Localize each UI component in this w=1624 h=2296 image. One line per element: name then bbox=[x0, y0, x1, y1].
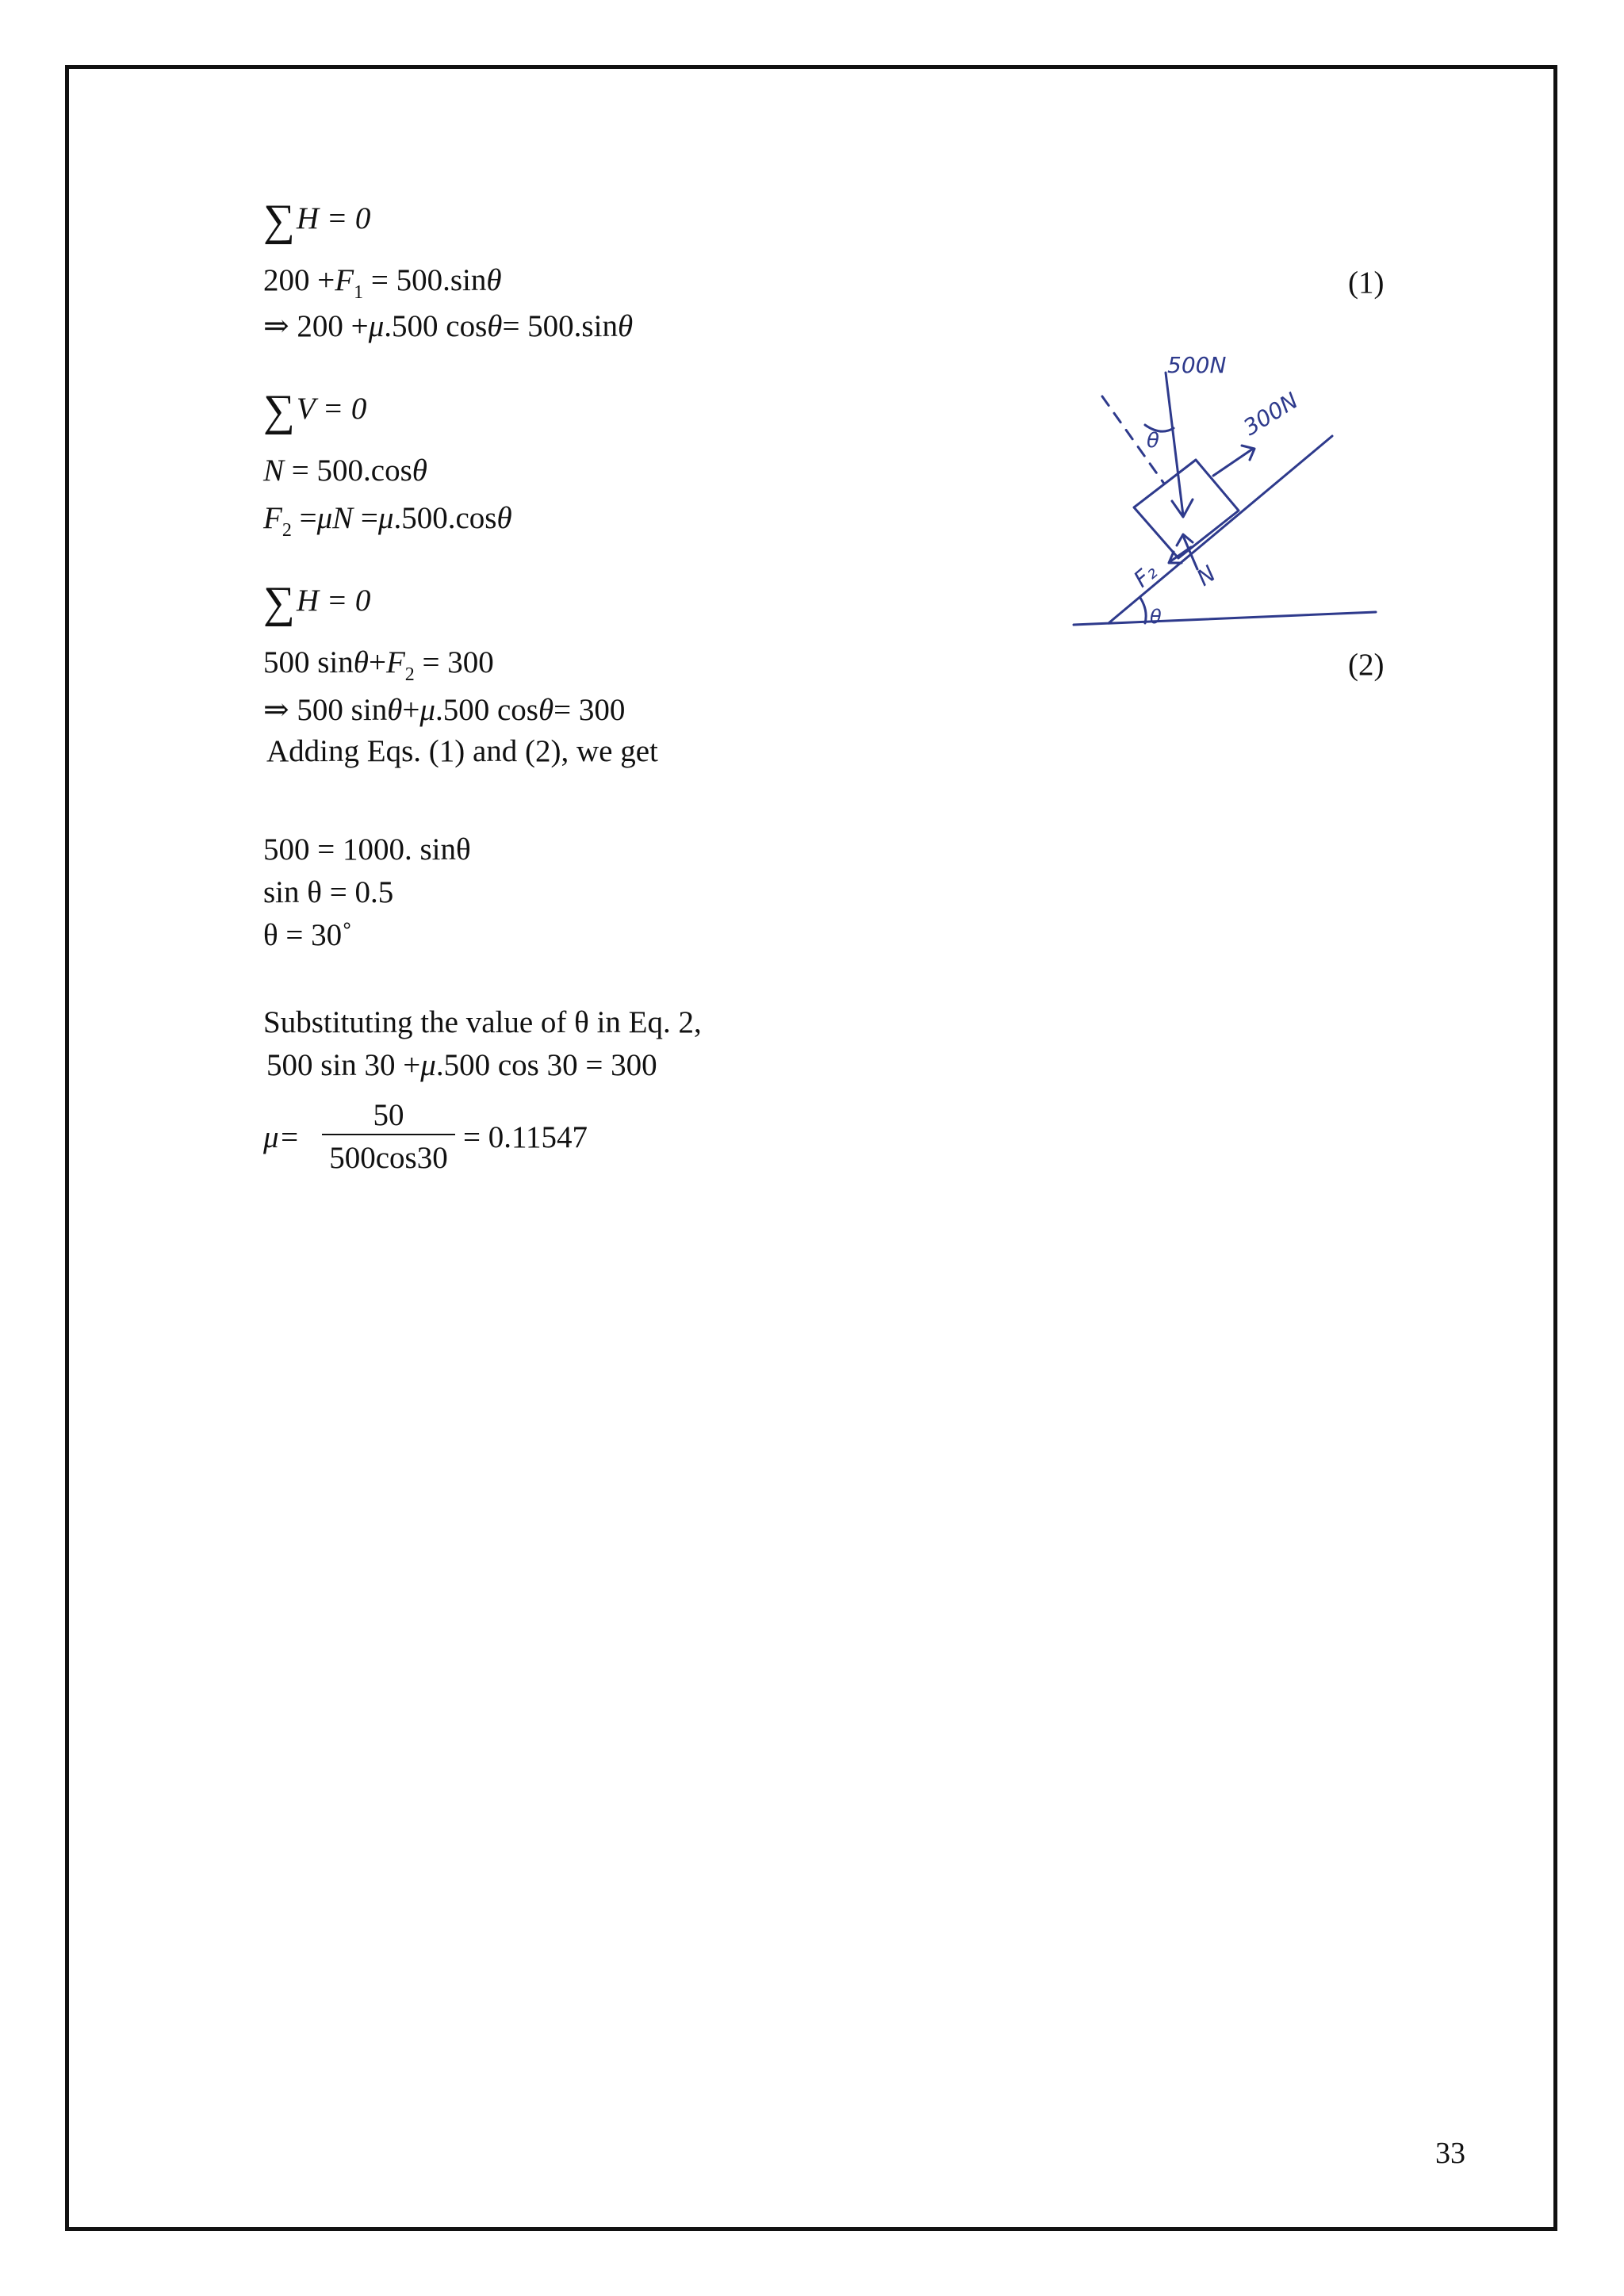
equation-line: sin θ = 0.5 bbox=[263, 875, 394, 909]
fraction-denominator: 500cos30 bbox=[329, 1141, 448, 1175]
sum-vertical-forces: ∑V = 0 bbox=[263, 386, 367, 435]
equation-number-2: (2) bbox=[1348, 648, 1385, 682]
equation-number-1: (1) bbox=[1348, 266, 1385, 300]
equation-line: ⇒ 200 +μ.500 cosθ= 500.sinθ bbox=[263, 309, 634, 343]
equation-line: $F_2 =\mu N =\mu.500.\cos\theta$ bbox=[263, 501, 512, 541]
theta-result: θ = 30˚ bbox=[263, 918, 353, 952]
equation-line: N = 500.cosθ bbox=[263, 453, 427, 488]
fraction-bar bbox=[322, 1134, 455, 1135]
sigma-symbol: ∑ bbox=[263, 578, 295, 627]
weight-arrow bbox=[1166, 373, 1183, 515]
incline-line bbox=[1109, 436, 1332, 623]
sum-horizontal-forces-2: ∑H = 0 bbox=[263, 578, 371, 627]
friction-label: F₂ bbox=[1128, 558, 1162, 593]
substitution-text: Substituting the value of θ in Eq. 2, bbox=[263, 1005, 702, 1039]
push-arrow bbox=[1213, 449, 1253, 476]
top-angle-label: θ bbox=[1147, 429, 1159, 453]
equation-line: ⇒ 500 sinθ+μ.500 cosθ= 300 bbox=[263, 693, 626, 727]
equation-line: 500 sin 30 +μ.500 cos 30 = 300 bbox=[266, 1048, 657, 1082]
adding-equations-text: Adding Eqs. (1) and (2), we get bbox=[266, 734, 658, 768]
mu-fraction: μ= 50 500cos30 = 0.11547 bbox=[263, 1098, 588, 1175]
sigma-symbol: ∑ bbox=[263, 386, 295, 435]
equation-line: $200 +F_1 = 500.\sin\theta$ bbox=[263, 263, 502, 303]
base-angle-arc bbox=[1140, 598, 1146, 623]
page-number: 33 bbox=[1435, 2137, 1465, 2170]
sigma-symbol: ∑ bbox=[263, 196, 295, 245]
mu-result: = 0.11547 bbox=[463, 1120, 588, 1154]
base-angle-label: θ bbox=[1150, 606, 1162, 628]
equation-line: 500 $\sin\theta+F_2 = 300$ bbox=[263, 645, 494, 685]
fraction-numerator: 50 bbox=[373, 1098, 404, 1132]
equation-line: 500 = 1000. sinθ bbox=[263, 832, 471, 867]
free-body-diagram bbox=[1063, 349, 1396, 634]
sum-horizontal-forces-1: ∑H = 0 bbox=[263, 196, 371, 245]
push-label: 300N bbox=[1239, 387, 1303, 441]
weight-label: 500N bbox=[1167, 352, 1227, 378]
normal-label: N bbox=[1192, 560, 1221, 591]
